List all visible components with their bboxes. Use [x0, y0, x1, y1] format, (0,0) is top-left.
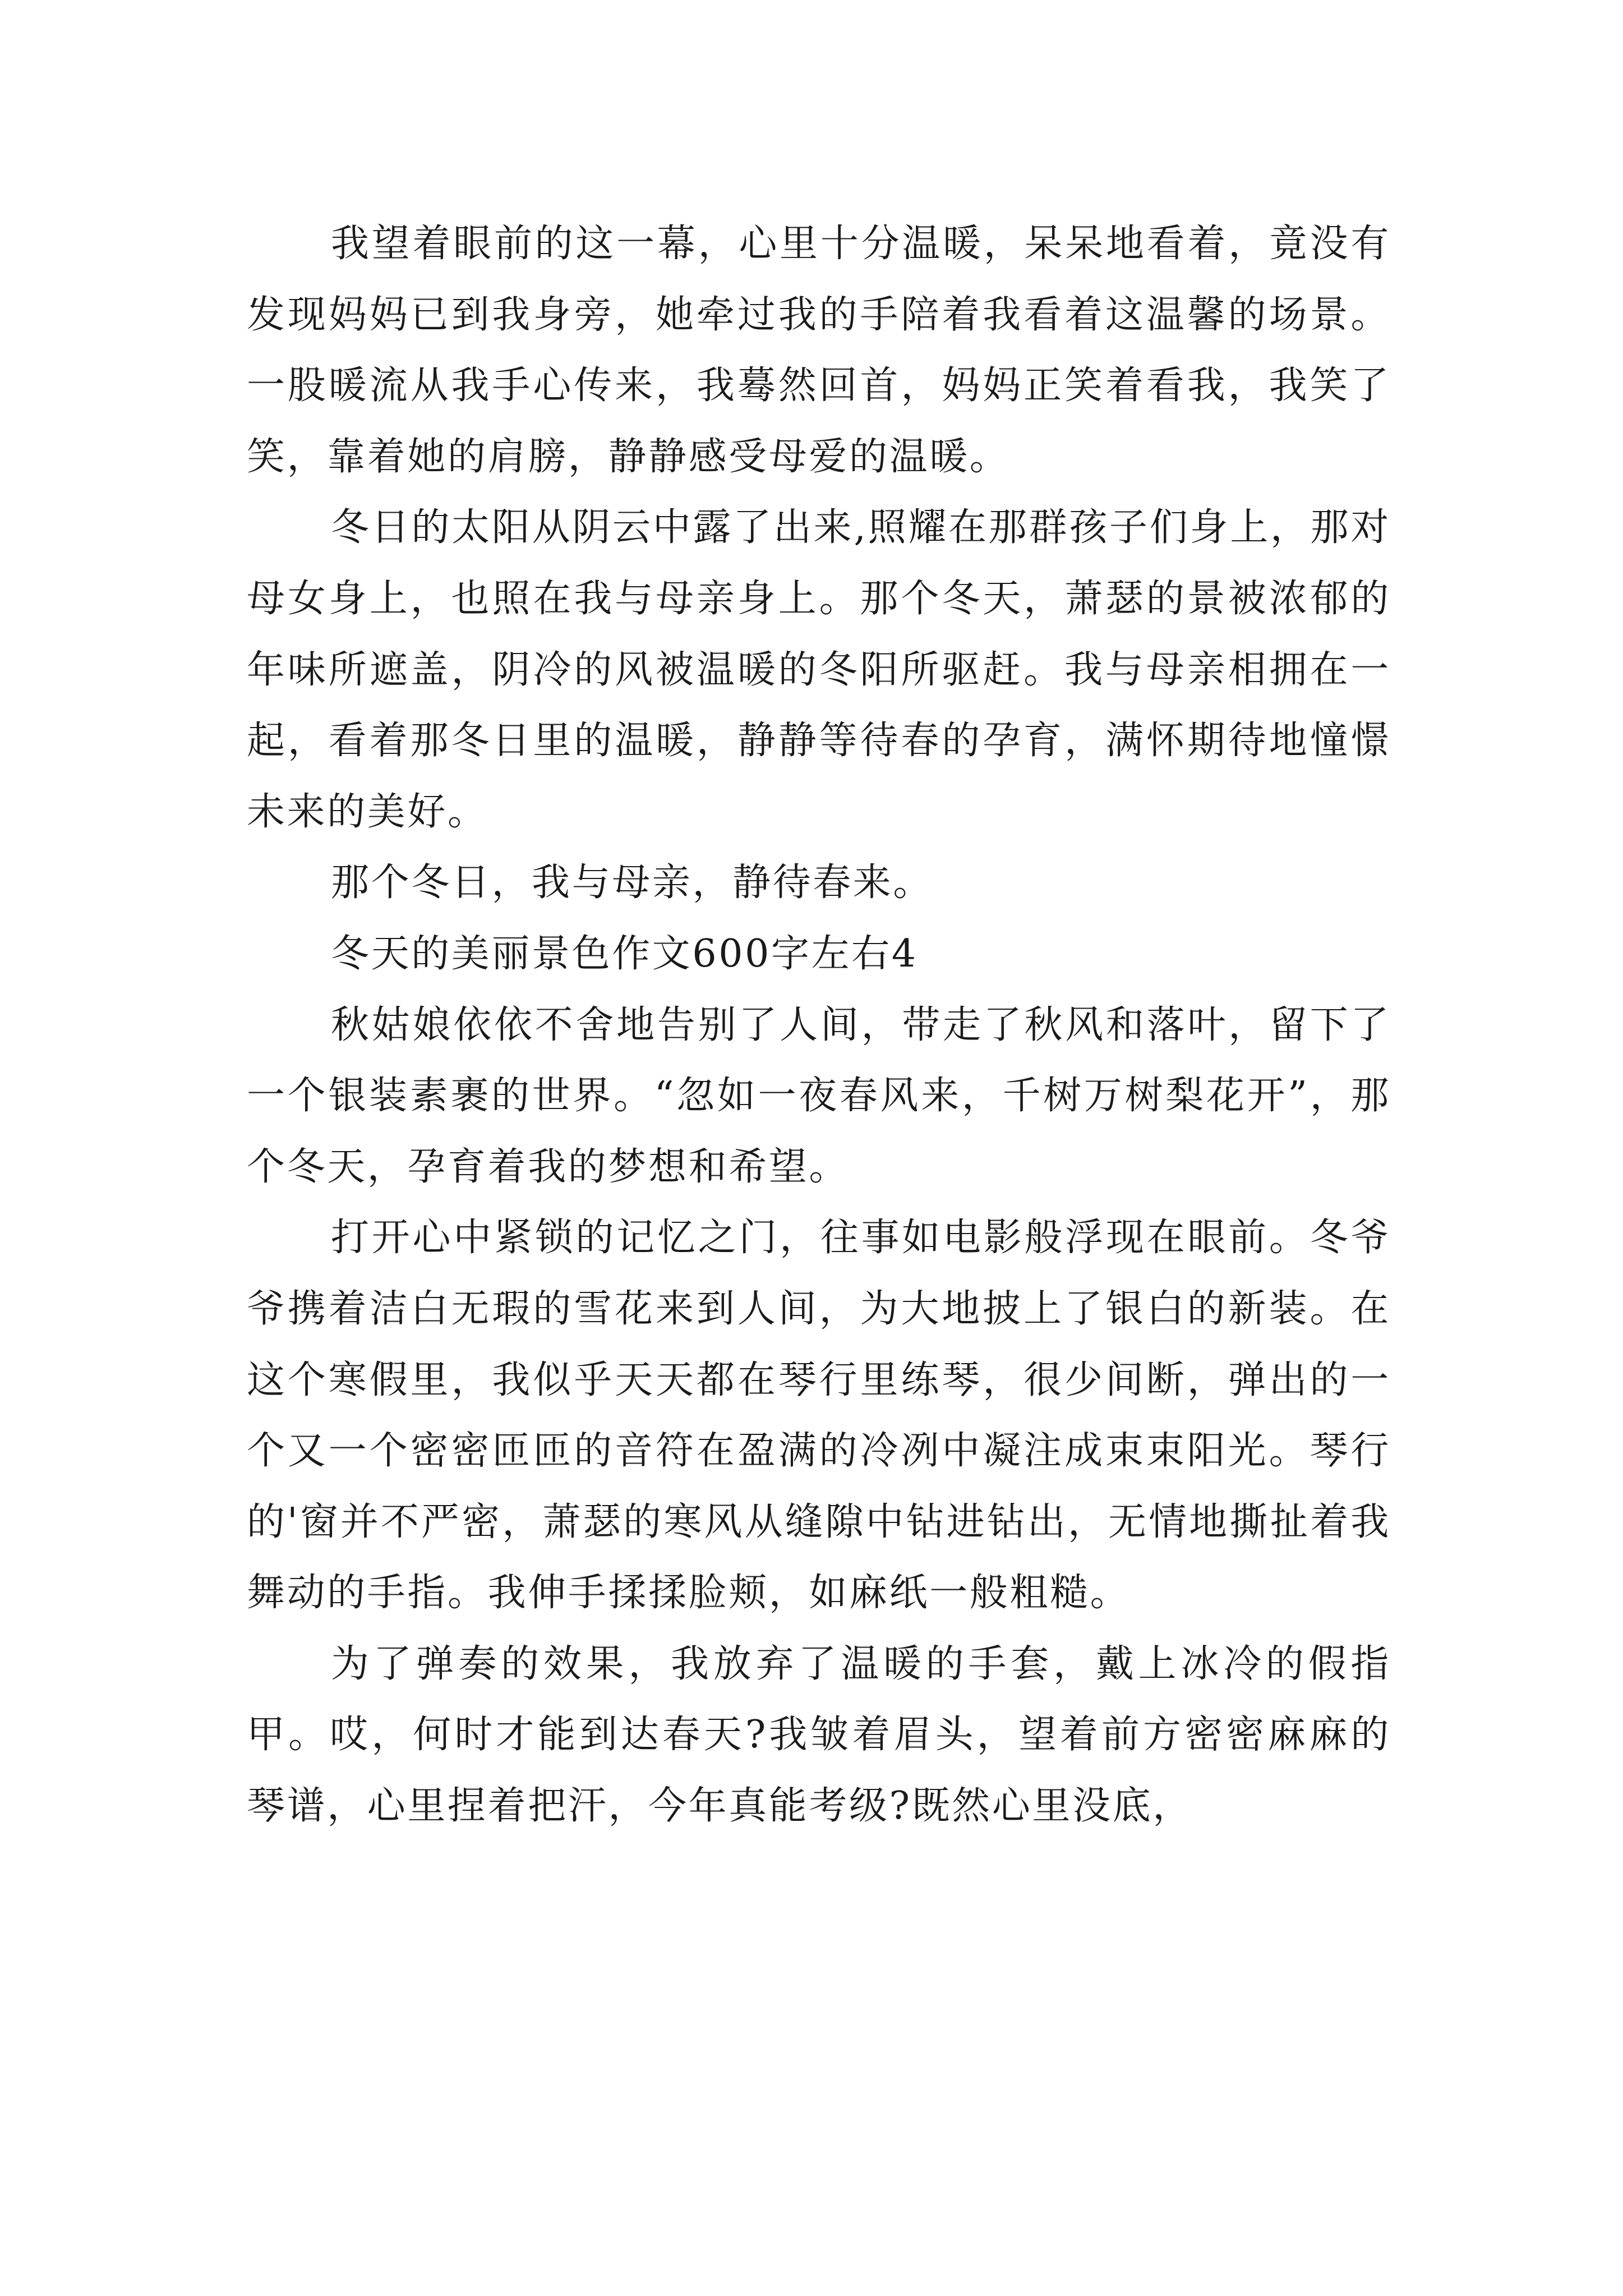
- section-heading: 冬天的美丽景色作文600字左右4: [331, 931, 918, 976]
- paragraph: 那个冬日，我与母亲，静待春来。: [331, 861, 934, 905]
- paragraph: 秋姑娘依依不舍地告别了人间，带走了秋风和落叶，留下了一个银装素裹的世界。“忽如一夜春风来，千树万树梨花开”，那个冬天，孕育着我的梦想和希望。: [247, 1002, 1391, 1189]
- paragraph: 冬日的太阳从阴云中露了出来,照耀在那群孩子们身上，那对母女身上，也照在我与母亲身上。那个冬天，萧瑟的景被浓郁的年味所遮盖，阴冷的风被温暖的冬阳所驱赶。我与母亲相拥在一起，看着那冬日里的温暖，静静等待春的孕育，满怀期待地憧憬未来的美好。: [247, 505, 1391, 834]
- document-body: [247, 209, 1391, 1842]
- paragraph: 为了弹奏的效果，我放弃了温暖的手套，戴上冰冷的假指甲。哎，何时才能到达春天?我皱着眉头，望着前方密密麻麻的琴谱，心里捏着把汗，今年真能考级?既然心里没底，: [247, 1641, 1391, 1829]
- paragraph: 我望着眼前的这一幕，心里十分温暖，呆呆地看着，竟没有发现妈妈已到我身旁，她牵过我的手陪着我看着这温馨的场景。一股暖流从我手心传来，我蓦然回首，妈妈正笑着看我，我笑了笑，靠着她的肩膀，静静感受母爱的温暖。: [247, 222, 1391, 479]
- paragraph: 打开心中紧锁的记忆之门，往事如电影般浮现在眼前。冬爷爷携着洁白无瑕的雪花来到人间，为大地披上了银白的新装。在这个寒假里，我似乎天天都在琴行里练琴，很少间断，弹出的一个又一个密密匝匝的音符在盈满的冷冽中凝注成束束阳光。琴行的'窗并不严密，萧瑟的寒风从缝隙中钻进钻出，无情地撕扯着我舞动的手指。我伸手揉揉脸颊，如麻纸一般粗糙。: [247, 1216, 1391, 1616]
